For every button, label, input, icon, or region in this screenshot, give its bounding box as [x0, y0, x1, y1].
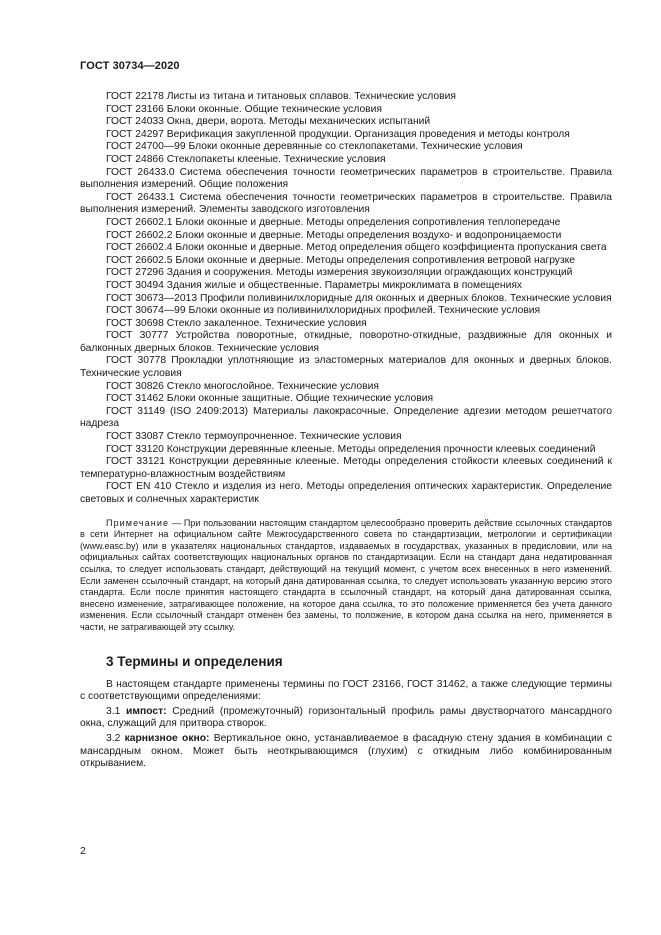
reference-item: ГОСТ 26602.2 Блоки оконные и дверные. Методы определения воздухо- и водопроницаемости — [106, 229, 562, 241]
reference-item: ГОСТ 23166 Блоки оконные. Общие технические условия — [106, 103, 382, 115]
reference-item: ГОСТ 22178 Листы из титана и титановых сплавов. Технические условия — [106, 91, 456, 102]
term-3-2 — [80, 733, 612, 771]
reference-item: ГОСТ 30674—99 Блоки оконные из поливинилхлоридных профилей. Технические условия — [106, 305, 541, 317]
reference-item: ГОСТ EN 410 Стекло и изделия из него. Методы определения оптических характеристик. Определение световых и солнечных характеристик — [80, 481, 612, 505]
reference-item: ГОСТ 26433.0 Система обеспечения точности геометрических параметров в строительстве. Правила выполнения измерений. Общие положения — [80, 166, 612, 191]
reference-item: ГОСТ 24297 Верификация закупленной продукции. Организация проведения и методы контроля — [106, 128, 570, 140]
reference-item: ГОСТ 30826 Стекло многослойное. Технические условия — [106, 380, 379, 392]
page-content — [80, 91, 612, 773]
document-code-header: ГОСТ 30734—2020 — [80, 60, 180, 72]
normative-references-list — [80, 91, 612, 507]
reference-item: ГОСТ 26433.1 Система обеспечения точности геометрических параметров в строительстве. Правила выполнения измерений. Элементы заводского изготовления — [80, 191, 612, 216]
reference-item: ГОСТ 30698 Стекло закаленное. Технические условия — [106, 317, 367, 329]
term-definition: Средний (промежуточный) горизонтальный профиль рамы двустворчатого мансардного окна, служащий для притвора створок. — [80, 705, 612, 730]
reference-item: ГОСТ 31149 (ISO 2409:2013) Материалы лакокрасочные. Определение адгезии методом решетчатого надреза — [80, 405, 612, 430]
reference-item: ГОСТ 33087 Стекло термоупрочненное. Технические условия — [106, 431, 402, 443]
note-text: — При пользовании настоящим стандартом целесообразно проверить действие ссылочных стандартов в сети Интернет на официальном сайте Межгосударственного совета по стандартизации, метрологии и сертификации (www.easc.by) или в указателях национальных стандартов, издаваемых в государствах, указанных в предисловии, или на официальных сайтах соответствующих национальных органов по стандартизации. Если на стандарт дана недатированная ссылка, то следует использовать стандарт, действующий на текущий момент, с учетом всех внесенных в него изменений. Если заменен ссылочный стандарт, на который дана датированная ссылка, то следует использовать указанную версию этого стандарта. Если после принятия настоящего стандарта в ссылочный стандарт, на который дана датированная ссылка, внесено изменение, затрагивающее положение, на которое дана ссылка, то это положение применяется без учета данного изменения. Если ссылочный стандарт отменен без замены, то положение, в котором дана ссылка на него, применяется в части, не затрагивающей эту ссылку. — [80, 517, 612, 632]
term-name: импост: — [126, 705, 167, 717]
page-number: 2 — [80, 845, 86, 857]
term-definition: Вертикальное окно, устанавливаемое в фасадную стену здания в комбинации с мансардным окном. Может быть неоткрывающимся (глухим) с откидным либо комбинированным открыванием. — [80, 732, 612, 770]
reference-item: ГОСТ 30777 Устройства поворотные, откидные, поворотно-откидные, раздвижные для оконных и балконных дверных блоков. Технические условия — [80, 330, 612, 354]
reference-item: ГОСТ 24866 Стеклопакеты клееные. Технические условия — [106, 153, 386, 165]
reference-item: ГОСТ 30673—2013 Профили поливинилхлоридные для оконных и дверных блоков. Технические условия — [106, 292, 612, 304]
reference-item: ГОСТ 26602.1 Блоки оконные и дверные. Методы определения сопротивления теплопередаче — [106, 216, 561, 228]
reference-item: ГОСТ 31462 Блоки оконные защитные. Общие технические условия — [106, 393, 434, 405]
reference-item: ГОСТ 27296 Здания и сооружения. Методы измерения звукоизоляции ограждающих конструкций — [106, 267, 573, 279]
reference-item: ГОСТ 24033 Окна, двери, ворота. Методы механических испытаний — [106, 116, 431, 128]
reference-item: ГОСТ 33121 Конструкции деревянные клееные. Методы определения стойкости клеевых соединений к температурно-влажностным воздействиям — [80, 456, 612, 480]
reference-item: ГОСТ 30494 Здания жилые и общественные. Параметры микроклимата в помещениях — [106, 279, 523, 291]
reference-item: ГОСТ 26602.4 Блоки оконные и дверные. Метод определения общего коэффициента пропускания света — [106, 242, 607, 254]
term-3-1 — [80, 706, 612, 731]
references-note — [80, 518, 612, 634]
note-label: Примечание — [106, 517, 170, 528]
reference-item: ГОСТ 33120 Конструкции деревянные клееные. Методы определения прочности клеевых соединений — [106, 443, 596, 455]
reference-item: ГОСТ 26602.5 Блоки оконные и дверные. Методы определения сопротивления ветровой нагрузке — [106, 254, 576, 266]
term-name: карнизное окно: — [124, 732, 210, 744]
term-number: 3.2 — [106, 732, 125, 744]
reference-item: ГОСТ 30778 Прокладки уплотняющие из эластомерных материалов для оконных и дверных блоков. Технические условия — [80, 355, 612, 380]
term-number: 3.1 — [106, 705, 127, 717]
section-3-intro: В настоящем стандарте применены термины по ГОСТ 23166, ГОСТ 31462, а также следующие термины с соответствующими определениями: — [80, 678, 612, 703]
section-3-heading: 3 Термины и определения — [106, 653, 283, 669]
reference-item: ГОСТ 24700—99 Блоки оконные деревянные со стеклопакетами. Технические условия — [106, 141, 523, 153]
